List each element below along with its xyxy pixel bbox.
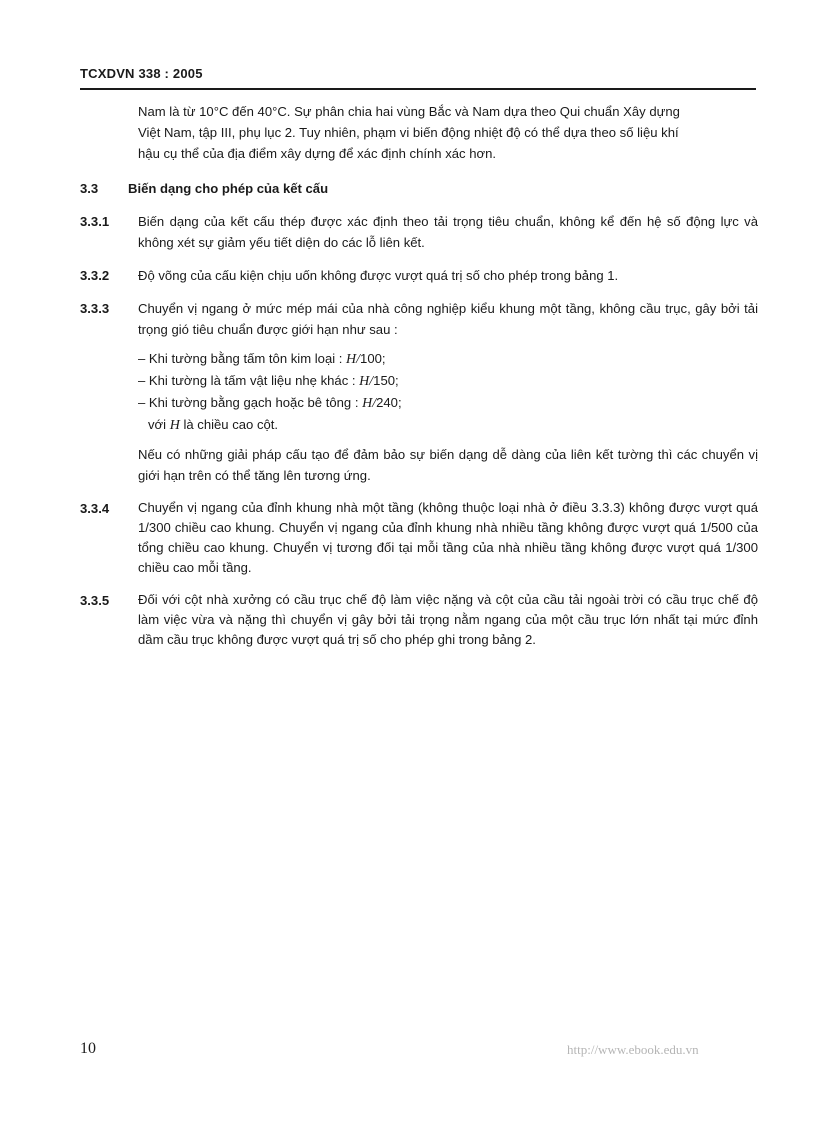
- intro-line: hậu cụ thể của địa điểm xây dựng để xác định chính xác hơn.: [138, 146, 497, 161]
- clause-3-3-4: [80, 498, 758, 578]
- clause-note: Nếu có những giải pháp cấu tạo để đảm bảo sự biến dạng dễ dàng của liên kết tường thì các chuyển vị giới hạn trên có thể tăng lên tương ứng.: [138, 447, 758, 483]
- clause-text: Độ võng của cấu kiện chịu uốn không được vượt quá trị số cho phép trong bảng 1.: [138, 268, 619, 283]
- clause-number: 3.3.2: [80, 268, 110, 283]
- intro-line: Nam là từ 10°C đến 40°C. Sự phân chia hai vùng Bắc và Nam dựa theo Qui chuẩn Xây dựng: [138, 104, 680, 119]
- clause-number: 3.3.3: [80, 301, 110, 316]
- clause-number: 3.3.1: [80, 214, 110, 229]
- clause-text: Đối với cột nhà xưởng có cầu trục chế độ làm việc nặng và cột của cầu tải ngoài trời có cầu trục chế độ làm việc vừa và nặng thì chuyển vị gây bởi tải trọng nằm ngang của một cầu trục lớn nhất tại mức đỉnh dầm cầu trục không được vượt quá trị số cho phép ghi trong bảng 2.: [138, 592, 758, 647]
- clause-number: 3.3.5: [80, 593, 110, 608]
- watermark-url: http://www.ebook.edu.vn: [567, 1042, 699, 1057]
- section-3-3-heading: [80, 178, 758, 199]
- clause-3-3-2: [80, 265, 758, 286]
- clause-3-3-1: [80, 211, 758, 253]
- clause-text: Chuyển vị ngang của đỉnh khung nhà một tầng (không thuộc loại nhà ở điều 3.3.3) không được vượt quá 1/300 chiều cao khung. Chuyển vị ngang của đỉnh khung nhà nhiều tầng không được vượt quá 1/500 của tổng chiều cao khung. Chuyển vị tương đối tại mỗi tầng của nhà nhiều tầng không được vượt quá 1/300 chiều cao mỗi tầng.: [138, 500, 758, 575]
- section-number: 3.3: [80, 181, 99, 196]
- clause-text: Chuyển vị ngang ở mức mép mái của nhà công nghiệp kiểu khung một tầng, không cầu trục, gây bởi tải trọng gió tiêu chuẩn được giới hạn như sau :: [138, 301, 758, 337]
- clause-number: 3.3.4: [80, 501, 110, 516]
- clause-text: Biến dạng của kết cấu thép được xác định theo tải trọng tiêu chuẩn, không kể đến hệ số động lực và không xét sự giảm yếu tiết diện do các lỗ liên kết.: [138, 214, 758, 250]
- clause-body: [138, 298, 758, 486]
- page-content: [80, 101, 758, 650]
- clause-3-3-3: [80, 298, 758, 486]
- list-item: – Khi tường là tấm vật liệu nhẹ khác : H/150;: [138, 373, 399, 389]
- section-title: Biến dạng cho phép của kết cấu: [128, 181, 329, 196]
- limit-list: [138, 348, 758, 436]
- where-line: với H là chiều cao cột.: [148, 417, 279, 433]
- intro-line: Việt Nam, tập III, phụ lục 2. Tuy nhiên, phạm vi biến động nhiệt độ có thể dựa theo số liệu khí: [138, 125, 679, 140]
- header-rule: [80, 88, 756, 90]
- document-header: TCXDVN 338 : 2005: [80, 66, 203, 81]
- list-item: – Khi tường bằng tấm tôn kim loại : H/100;: [138, 351, 386, 367]
- list-item: – Khi tường bằng gạch hoặc bê tông : H/240;: [138, 395, 402, 411]
- clause-3-3-5: [80, 590, 758, 650]
- intro-paragraph: [138, 101, 758, 164]
- page-number: 10: [80, 1040, 96, 1057]
